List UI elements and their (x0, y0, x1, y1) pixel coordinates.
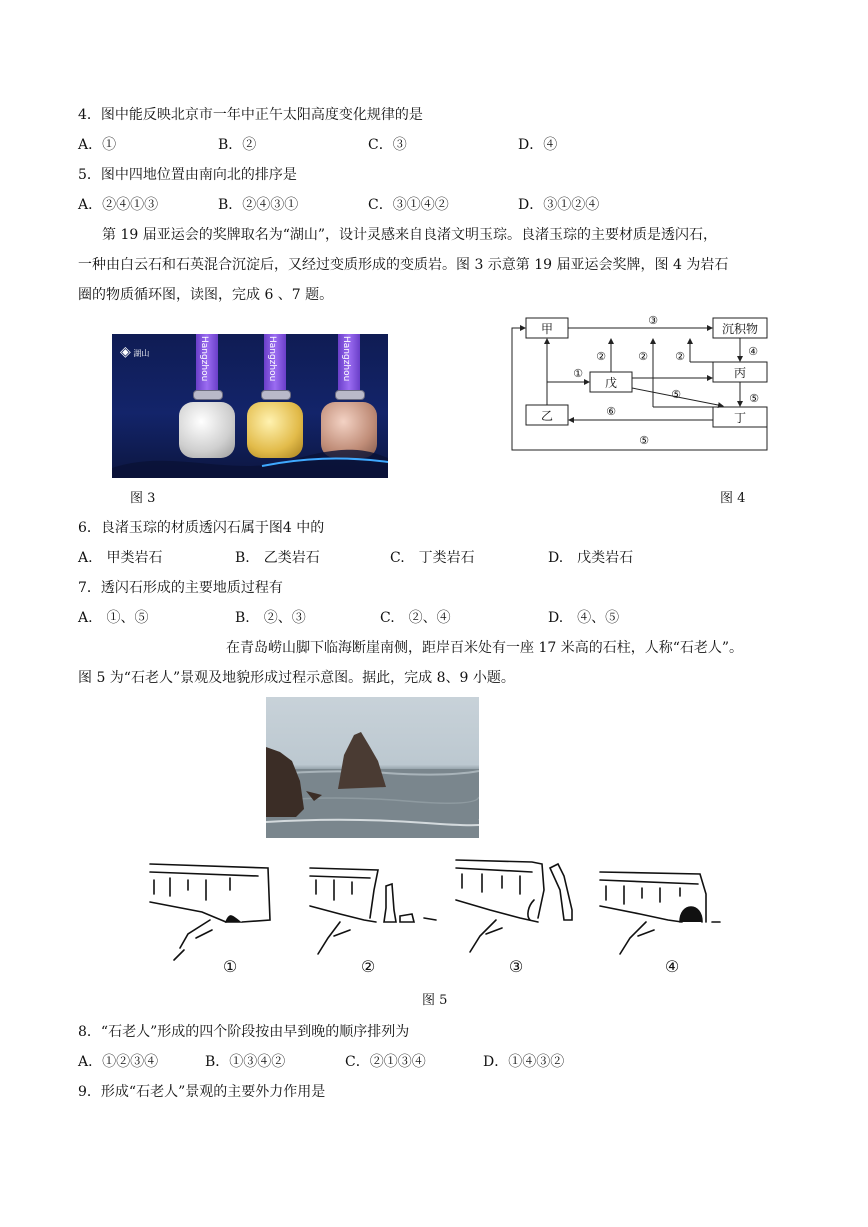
label-bing: 丙 (733, 366, 747, 380)
arrow-label-4: ④ (748, 345, 758, 358)
label-chenjiwu: 沉积物 (721, 322, 759, 336)
intro-8-9-line-2: 图 5 为“石老人”景观及地貌形成过程示意图。据此，完成 8、9 小题。 (78, 670, 515, 686)
fig5-caption: 图 5 (422, 993, 448, 1008)
wave-decoration (112, 438, 388, 478)
fig4-caption: 图 4 (720, 491, 746, 506)
intro-6-7-line-1: 第 19 届亚运会的奖牌取名为“湖山”，设计灵感来自良渚文明玉琮。良渚玉琮的主要材质是透闪石， (102, 227, 718, 243)
stage-label-2: ② (360, 957, 376, 976)
q6-stem: 6．良渚玉琮的材质透闪石属于图4 中的 (78, 520, 325, 536)
arrow-label-2a: ② (596, 350, 606, 363)
arrow-label-1: ① (573, 367, 583, 380)
stage-label-1: ① (222, 957, 238, 976)
asian-games-logo: ◈ 湖山 (120, 344, 150, 360)
fig3-caption: 图 3 (130, 491, 156, 506)
label-yi: 乙 (540, 409, 554, 423)
intro-6-7-line-3: 圈的物质循环图，读图，完成 6 、7 题。 (78, 287, 334, 303)
ribbon-gold: Hangzhou (264, 334, 286, 394)
q4-option-b: B．② (218, 137, 257, 153)
q5-option-d: D．③①②④ (518, 197, 600, 213)
ribbon-silver: Hangzhou (196, 334, 218, 394)
q5-stem: 5．图中四地位置由南向北的排序是 (78, 167, 297, 183)
label-jia: 甲 (540, 322, 554, 336)
stage-label-3: ③ (508, 957, 524, 976)
arrow-label-3: ③ (648, 314, 658, 327)
intro-8-9-line-1: 在青岛崂山脚下临海断崖南侧，距岸百米处有一座 17 米高的石柱，人称“石老人”。 (226, 640, 744, 656)
q5-option-c: C．③①④② (368, 197, 449, 213)
q6-option-d: D. 戊类岩石 (548, 550, 634, 566)
label-ding: 丁 (733, 411, 747, 425)
stage-1-sketch (150, 864, 270, 960)
q4-option-a: A．① (78, 137, 117, 153)
stage-3-sketch (456, 860, 572, 952)
q6-option-a: A. 甲类岩石 (78, 550, 163, 566)
arrow-label-5a: ⑤ (671, 388, 681, 401)
q7-option-b: B. ②、③ (235, 610, 306, 626)
arrow-label-2c: ② (675, 350, 685, 363)
stage-label-4: ④ (664, 957, 680, 976)
arrow-label-5c: ⑤ (639, 434, 649, 447)
stage-4-sketch (600, 872, 720, 954)
landform-stages-diagram (140, 850, 740, 980)
medal-photo (112, 334, 388, 478)
q4-stem: 4．图中能反映北京市一年中正午太阳高度变化规律的是 (78, 107, 423, 123)
arrow-label-5b: ⑤ (749, 392, 759, 405)
q8-option-b: B．①③④② (205, 1054, 286, 1070)
rock-pillar (338, 732, 386, 789)
q5-option-a: A．②④①③ (78, 197, 159, 213)
q7-option-d: D. ④、⑤ (548, 610, 620, 626)
left-cliff (266, 747, 304, 817)
q8-option-d: D．①④③② (483, 1054, 565, 1070)
arrow-label-6: ⑥ (606, 405, 616, 418)
arrow-label-2b: ② (638, 350, 648, 363)
label-wu: 戊 (604, 376, 618, 390)
q5-option-b: B．②④③① (218, 197, 299, 213)
q7-option-a: A. ①、⑤ (78, 610, 149, 626)
q4-option-d: D．④ (518, 137, 558, 153)
q6-option-b: B. 乙类岩石 (235, 550, 320, 566)
q7-stem: 7．透闪石形成的主要地质过程有 (78, 580, 283, 596)
rock-cycle-diagram (508, 310, 770, 458)
intro-6-7-line-2: 一种由白云石和石英混合沉淀后，又经过变质形成的变质岩。图 3 示意第 19 届亚运会奖牌，图 4 为岩石 (78, 257, 729, 273)
q8-stem: 8．“石老人”形成的四个阶段按由早到晚的顺序排列为 (78, 1024, 410, 1040)
shilaoren-photo (266, 697, 479, 838)
q8-option-c: C．②①③④ (345, 1054, 426, 1070)
q9-stem: 9．形成“石老人”景观的主要外力作用是 (78, 1084, 326, 1100)
q6-option-c: C. 丁类岩石 (390, 550, 475, 566)
q8-option-a: A．①②③④ (78, 1054, 159, 1070)
q4-option-c: C．③ (368, 137, 407, 153)
q7-option-c: C. ②、④ (380, 610, 451, 626)
logo-text: 湖山 (133, 349, 150, 358)
stage-2-sketch (310, 868, 436, 954)
ribbon-bronze: Hangzhou (338, 334, 360, 394)
